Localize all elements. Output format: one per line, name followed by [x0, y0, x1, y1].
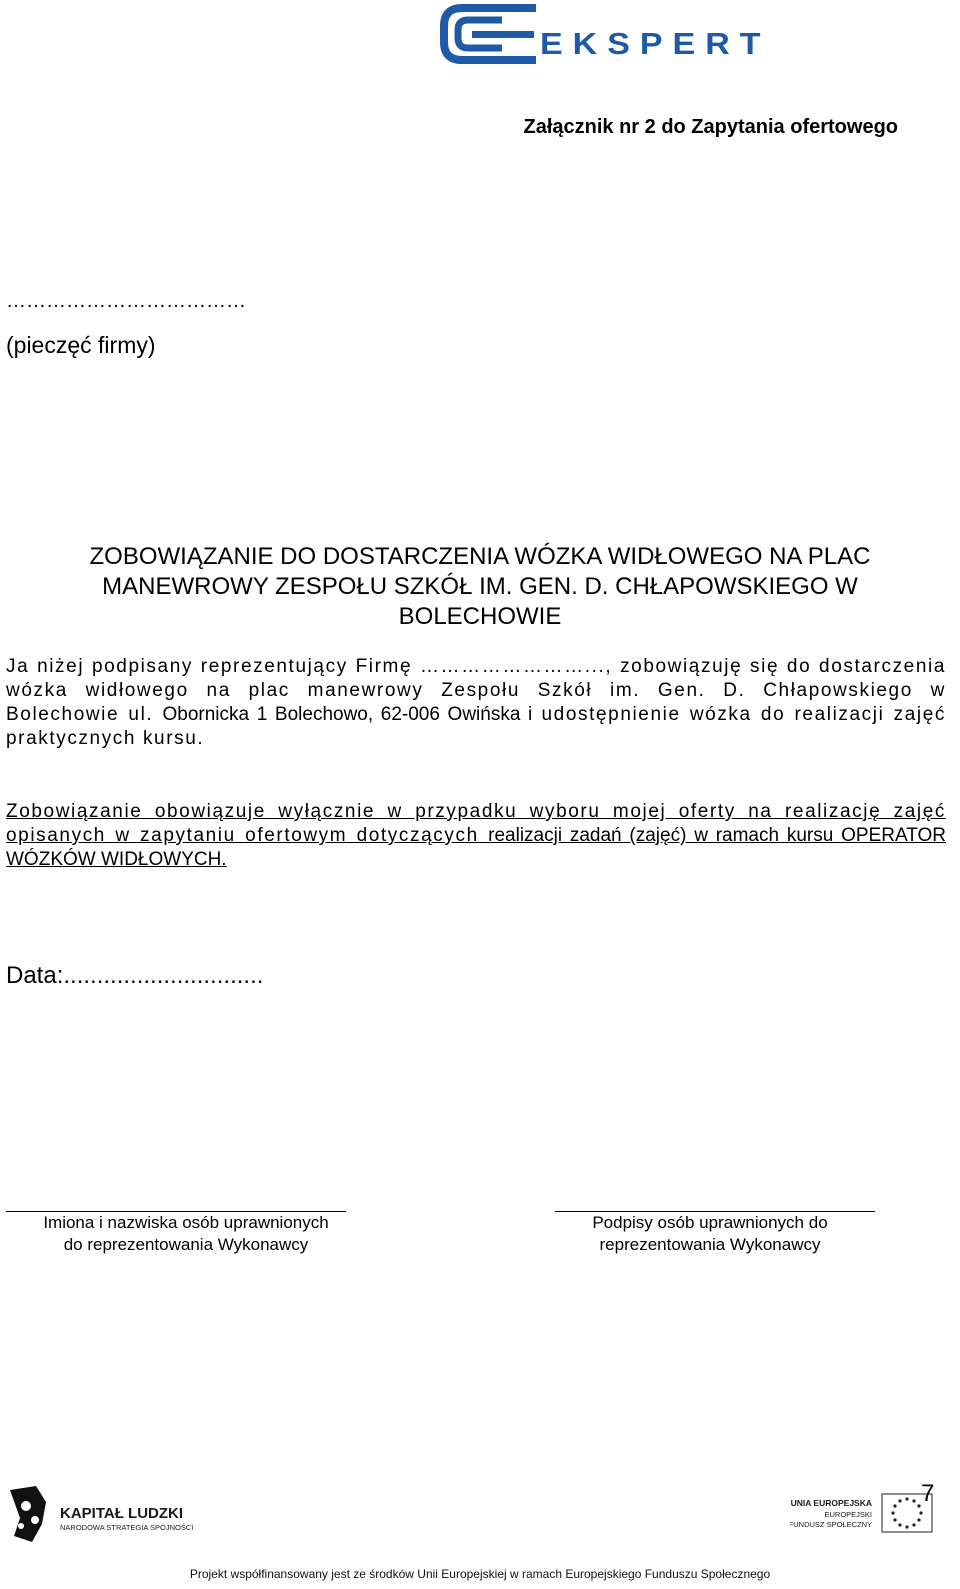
title-line: ZOBOWIĄZANIE DO DOSTARCZENIA WÓZKA WIDŁOWEGO NA PLAC: [89, 543, 871, 570]
declaration-text-end: udostępnienie wózka do realizacji zajęć praktycznych kursu.: [6, 704, 946, 749]
ekspert-logo: [440, 2, 850, 66]
eu-line-3: FUNDUSZ SPOŁECZNY: [790, 1520, 872, 1529]
signature-label-line: Podpisy osób uprawnionych do: [592, 1213, 828, 1232]
eu-flag-icon: [790, 1490, 940, 1540]
declaration-address: Obornicka 1 Bolechowo, 62-006 Owińska i: [162, 704, 533, 725]
signature-label-signatures: [540, 1212, 880, 1256]
attachment-heading: Załącznik nr 2 do Zapytania ofertowego: [523, 116, 898, 138]
kapital-ludzki-icon: [6, 1484, 201, 1546]
title-line: BOLECHOWIE: [398, 603, 562, 630]
kapital-ludzki-logo: [6, 1484, 201, 1546]
ekspert-logo-graphic: [440, 2, 850, 66]
signature-label-line: Imiona i nazwiska osób uprawnionych: [43, 1213, 329, 1232]
eu-logo: [790, 1490, 940, 1540]
kl-title: KAPITAŁ LUDZKI: [60, 1505, 184, 1522]
stamp-label: (pieczęć firmy): [6, 332, 156, 358]
signature-label-line: do reprezentowania Wykonawcy: [63, 1235, 309, 1254]
date-field: Data:..............................: [6, 962, 264, 989]
declaration-paragraph: [6, 655, 946, 751]
eu-line-1: UNIA EUROPEJSKA: [790, 1498, 872, 1508]
obligation-text: Zobowiązanie obowiązuje wyłącznie w przypadku wyboru mojej oferty na realizację zajęć opisanych w zapytaniu ofertowym dotyczących: [6, 801, 946, 846]
signature-label-names: [6, 1212, 366, 1256]
obligation-text-end: realizacji zadań (zajęć) w ramach kursu OPERATOR WÓZKÓW WIDŁOWYCH.: [6, 825, 946, 870]
signature-label-line: reprezentowania Wykonawcy: [599, 1235, 821, 1254]
kl-subtitle: NARODOWA STRATEGIA SPÓJNOŚCI: [60, 1523, 194, 1532]
logo-text: EKSPERT: [540, 26, 771, 61]
declaration-text: Ja niżej podpisany reprezentujący Firmę ……………………..., zobowiązuję się do dostarczenia wózka widłowego na plac manewrowy Zespołu Szkół im. Gen. D. Chłapowskiego w Bolechowie ul.: [6, 656, 946, 725]
title-line: MANEWROWY ZESPOŁU SZKÓŁ IM. GEN. D. CHŁAPOWSKIEGO W: [102, 573, 858, 600]
funding-note: Projekt współfinansowany jest ze środków Unii Europejskiej w ramach Europejskiego Funduszu Społecznego: [189, 1567, 771, 1581]
eu-line-2: EUROPEJSKI: [824, 1510, 872, 1519]
page-number: 7: [921, 1480, 935, 1507]
obligation-paragraph: [6, 800, 946, 872]
stamp-placeholder: ………………………………: [6, 290, 246, 312]
document-title: [0, 542, 960, 632]
